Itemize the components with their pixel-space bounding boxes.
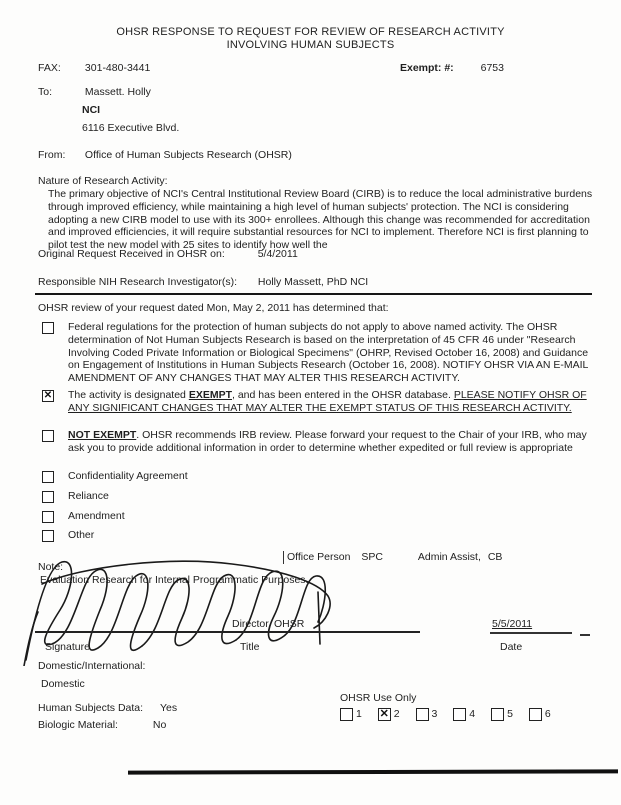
- biologic-material-label: Biologic Material:: [38, 719, 118, 731]
- signature-label: Signature: [45, 641, 90, 653]
- exempt-value: 6753: [480, 62, 504, 74]
- option-exempt-emphasis: EXEMPT: [188, 389, 232, 401]
- section-divider-line: [35, 293, 592, 295]
- use-box-3: [416, 708, 438, 721]
- option-not-human-subjects-text: Federal regulations for the protection of human subjects do not apply to above named activity. The OHSR determination of Not Human Subjects Research is based on the interpretation of 45 CFR 46 under "Research Involving Coded Private Information or Biological Specimens" (OHRP, Revised October 16, 2008) and Guidance on Engagement of Institutions in Human Subjects Research (October 16, 2008). NOTIFY OHSR VIA AN E-MAIL AMENDMENT OF ANY CHANGES THAT MAY ALTER THIS RESEARCH ACTIVITY.: [68, 321, 589, 385]
- option-other-text: Other: [68, 529, 95, 541]
- option-not-exempt-body: . OHSR recommends IRB review. Please forward your request to the Chair of your IRB, who may ask you to provide additional information in order to determine whether expedited or full review is appropriate: [68, 429, 587, 454]
- office-person-label: Office Person: [287, 551, 351, 563]
- from-row: [38, 149, 292, 162]
- request-received-label: Original Request Received in OHSR on:: [38, 248, 225, 260]
- admin-assist-label: Admin Assist,: [417, 551, 481, 563]
- option-not-human-subjects: [42, 321, 598, 385]
- use-box-5-label: 5: [507, 708, 513, 721]
- ohsr-use-only-boxes: [340, 708, 564, 725]
- use-checkbox-6[interactable]: [529, 708, 542, 721]
- use-box-3-label: 3: [431, 708, 438, 721]
- document-title-line1: OHSR RESPONSE TO REQUEST FOR REVIEW OF RESEARCH ACTIVITY: [116, 26, 505, 38]
- fax-value: 301-480-3441: [84, 62, 151, 74]
- option-not-exempt: [42, 429, 598, 455]
- option-exempt-text: [68, 389, 596, 415]
- investigator-row: [38, 276, 368, 289]
- use-checkbox-3[interactable]: [416, 708, 429, 721]
- to-address: 6116 Executive Blvd.: [82, 122, 180, 134]
- use-box-6-label: 6: [544, 708, 551, 721]
- use-checkbox-1[interactable]: [340, 708, 353, 721]
- from-label: From:: [38, 149, 66, 161]
- nature-label: Nature of Research Activity:: [38, 175, 168, 187]
- domestic-international-label: Domestic/International:: [38, 660, 146, 672]
- admin-assist-value: CB: [487, 551, 503, 563]
- checkbox-reliance[interactable]: [42, 491, 54, 503]
- use-box-2: [378, 708, 400, 721]
- option-exempt-mid: , and has been entered in the OHSR database.: [232, 389, 454, 401]
- checkbox-not-exempt[interactable]: [42, 430, 54, 442]
- office-admin-row: [283, 551, 502, 564]
- note-label: Note:: [38, 561, 64, 573]
- option-other: [42, 529, 598, 542]
- review-intro: OHSR review of your request dated Mon, May 2, 2011 has determined that:: [38, 302, 389, 314]
- use-checkbox-2[interactable]: [378, 708, 391, 721]
- from-value: Office of Human Subjects Research (OHSR): [84, 149, 292, 161]
- signature-title-value: Director, OHSR: [232, 618, 305, 630]
- checkbox-confidentiality[interactable]: [42, 471, 54, 483]
- exempt-row: [400, 62, 504, 75]
- signature-date-value: 5/5/2011: [492, 618, 533, 630]
- to-label: To:: [38, 86, 53, 98]
- exempt-label: Exempt: #:: [400, 62, 454, 74]
- use-box-1-label: 1: [356, 708, 362, 721]
- title-label: Title: [240, 641, 260, 653]
- use-box-4-label: 4: [469, 708, 476, 721]
- human-subjects-value: Yes: [159, 702, 178, 714]
- to-row: [38, 86, 151, 99]
- checkbox-other[interactable]: [42, 530, 54, 542]
- option-exempt-pre: The activity is designated: [68, 389, 189, 401]
- request-received-value: 5/4/2011: [257, 248, 298, 260]
- signature-line: [35, 631, 420, 633]
- biologic-material-value: No: [152, 719, 167, 731]
- investigator-label: Responsible NIH Research Investigator(s):: [38, 276, 237, 288]
- nature-text: The primary objective of NCI's Central Institutional Review Board (CIRB) is to reduce the local administrative burdens through improved efficiency, while maintaining a high level of human subjects' protection. The NCI is considering adopting a new CIRB model to use with its 300+ enrollees. Although this change was recommended for accreditation and improved efficiencies, it will require substantial resources for NCI to implement. Therefore NCI is first planning to pilot test the new model with 25 sites to identify how well the: [48, 188, 593, 252]
- option-confidentiality-text: Confidentiality Agreement: [68, 470, 188, 482]
- option-amendment-text: Amendment: [68, 510, 125, 522]
- option-reliance: [42, 490, 598, 503]
- to-name: Massett. Holly: [84, 86, 151, 98]
- investigator-value: Holly Massett, PhD NCI: [257, 276, 369, 288]
- note-text: Evaluation Research for Internal Programmatic Purposes.: [40, 574, 309, 586]
- option-exempt-notice: PLEASE NOTIFY OHSR OF ANY SIGNIFICANT CHANGES THAT MAY ALTER THE EXEMPT STATUS OF THIS RESEARCH ACTIVITY.: [68, 389, 587, 414]
- document-title-line2: INVOLVING HUMAN SUBJECTS: [226, 39, 395, 52]
- use-checkbox-5[interactable]: [491, 708, 504, 721]
- biologic-material-row: [38, 719, 166, 732]
- to-org: NCI: [82, 104, 101, 116]
- document-title: [0, 26, 621, 53]
- bottom-scan-line: [128, 769, 618, 774]
- human-subjects-row: [38, 702, 177, 715]
- option-amendment: [42, 510, 598, 523]
- office-person-value: SPC: [361, 551, 383, 563]
- human-subjects-label: Human Subjects Data:: [38, 702, 144, 714]
- use-box-5: [491, 708, 513, 721]
- option-exempt: [42, 389, 598, 415]
- checkbox-amendment[interactable]: [42, 511, 54, 523]
- option-not-exempt-emphasis: NOT EXEMPT: [68, 429, 137, 441]
- option-not-exempt-text: [68, 429, 596, 455]
- checkbox-not-human-subjects[interactable]: [42, 322, 54, 334]
- ohsr-use-only-label: OHSR Use Only: [340, 692, 417, 704]
- fax-row: [38, 62, 150, 75]
- use-box-2-label: 2: [393, 708, 400, 721]
- option-reliance-text: Reliance: [68, 490, 109, 502]
- use-box-1: [340, 708, 362, 721]
- option-confidentiality: [42, 470, 598, 483]
- date-line: [490, 632, 572, 634]
- date-line-dash: [580, 634, 590, 636]
- fax-label: FAX:: [38, 62, 61, 74]
- request-received-row: [38, 248, 298, 261]
- use-checkbox-4[interactable]: [453, 708, 466, 721]
- use-box-6: [529, 708, 551, 721]
- domestic-value: Domestic: [41, 678, 85, 690]
- checkbox-exempt[interactable]: [42, 390, 54, 402]
- date-label: Date: [500, 641, 523, 653]
- use-box-4: [453, 708, 475, 721]
